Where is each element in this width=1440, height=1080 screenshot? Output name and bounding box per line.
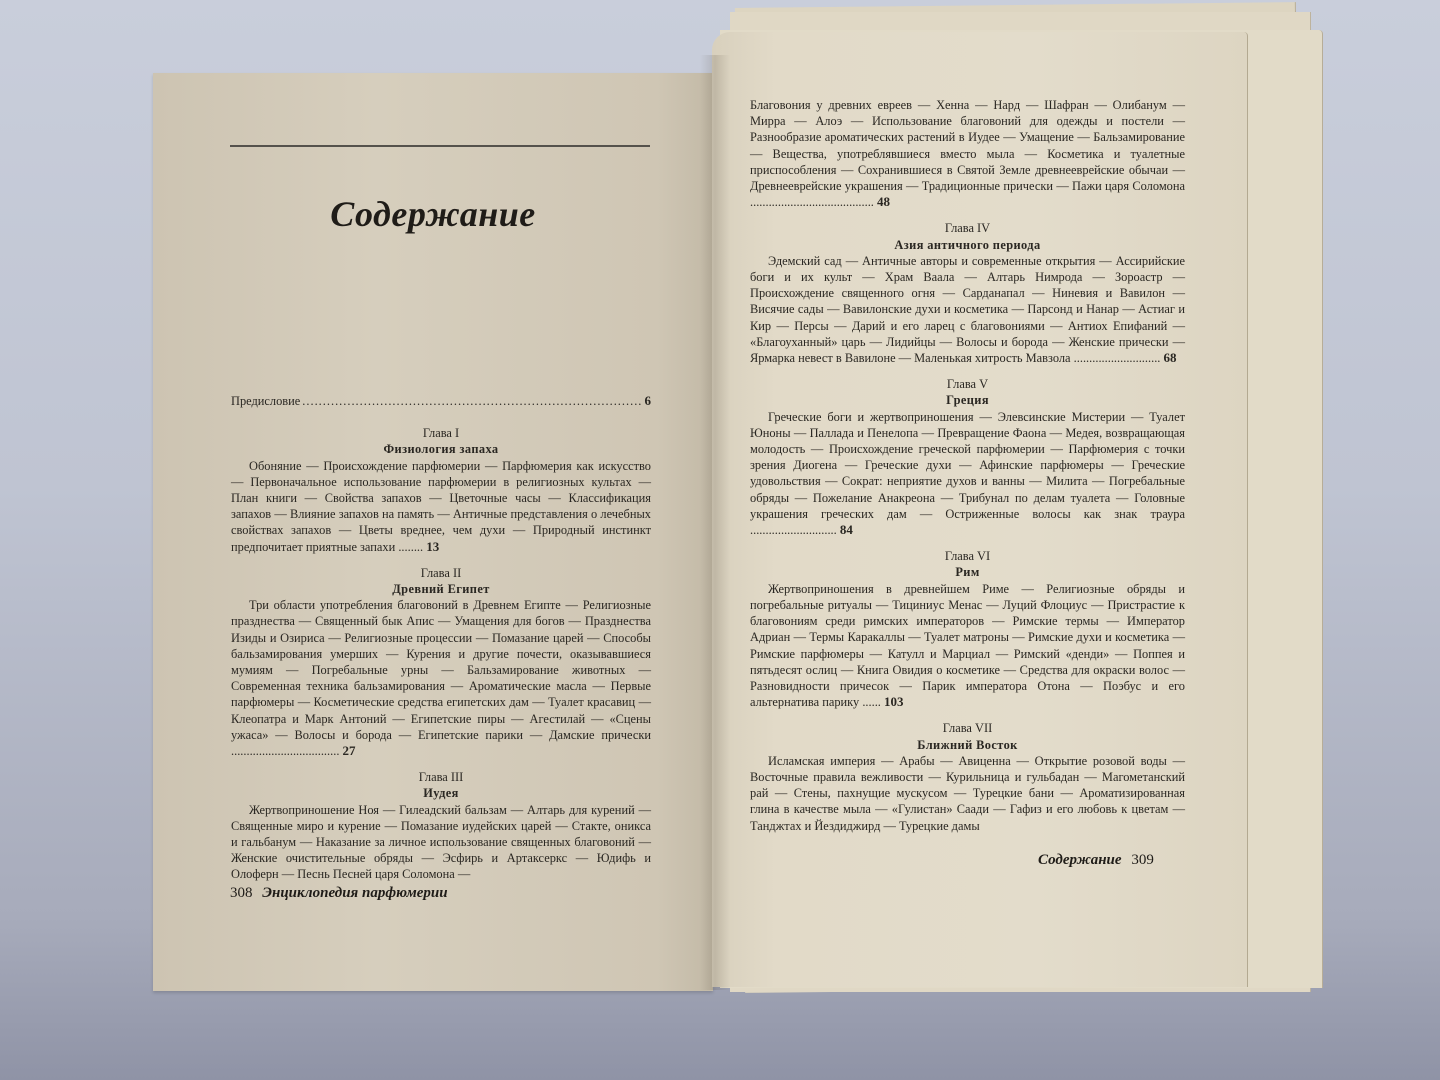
page-number: 103 [884,694,904,710]
header-rule [230,145,650,147]
chapter-title: Греция [946,393,989,408]
topics-text: Благовония у древних евреев — Хенна — Нард — Шафран — Олибанум — Мирра — Алоэ — Использование благовоний для одежды и постели — Разнообразие ароматических растений в Иудее — Умащение — Бальзамирование — Вещества, употреблявшиеся вместо мыла — Косметика и туалетные приспособления — Сохранившиеся в Святой Земле древнееврейские обычаи — Древнееврейские украшения — Традиционные прически — Пажи царя Соломона [750,98,1185,194]
chapter-title: Физиология запаха [383,442,499,457]
page-title: Содержание [330,194,536,234]
chapter-number: Глава IV [944,221,991,236]
page-footer [230,885,454,902]
chapter-topics: Обоняние — Происхождение парфюмерии — Парфюмерия как искусство — Первоначальное использование парфюмерии в религиозных культах — План книги — Свойства запахов — Цветочные часы — Классификация запахов — Влияние запахов на память — Античные представления о лечебных свойствах запахов — Цветы вреднее, чем духи — Природный инстинкт предпочитает приятные запахи ........ 13 [231,458,651,554]
chapter-topics: Эдемский сад — Античные авторы и современные открытия — Ассирийские боги и их культ — Храм Ваала — Алтарь Нимрода — Зороастр — Происхождение священного огня — Сарданапал — Ниневия и Вавилон — Висячие сады — Вавилонские духи и косметика — Парсонд и Нанар — Астиаг и Кир — Персы — Дарий и его ларец с благовониями — Антиох Епифаний — «Благоуханный» царь — Лидийцы — Волосы и борода — Женские прически — Ярмарка невест в Вавилоне — Маленькая хитрость Мавзола ............................ 68 [750,253,1185,366]
page-number: 48 [877,194,891,210]
chapter-number: Глава VI [944,549,991,564]
toc-chapter [750,220,1185,366]
chapter-title: Рим [955,565,980,580]
toc-chapter [231,769,651,882]
chapter-title: Иудея [423,786,459,801]
chapter-number: Глава I [422,426,460,441]
dot-leader [302,393,642,409]
topics-text: Жертвоприношения в древнейшем Риме — Религиозные обряды и погребальные ритуалы — Тициниус Менас — Луций Флоциус — Пристрастие к благовониям среди римских императоров — Римские термы — Император Адриан — Термы Каракаллы — Туалет матроны — Римские духи и косметика — Римские парфюмеры — Катулл и Марциал — Римский «денди» — Поппея и пятьдесят ослиц — Книга Овидия о косметике — Средства для окраски волос — Разновидности причесок — Парик императора Отона — Поэбус и его альтернатива парику [750,581,1185,710]
preface-label: Предисловие [231,394,301,408]
footer-page-number: 308 [230,885,253,901]
topics-text: Греческие боги и жертвоприношения — Элевсинские Мистерии — Туалет Юноны — Паллада и Пенелопа — Превращение Фаона — Медея, возвращающая молодость — Происхождение греческой парфюмерии — Парфюмерия с точки зрения Диогена — Греческие духи — Афинские парфюмеры — Греческие удовольствия — Сократ: неприятие духов и ванны — Милита — Погребальные обряды — Пожелание Анакреона — Трибунал по делам туалета — Головные украшения греческих дам — Остриженные волосы как знак траура [750,409,1185,521]
chapter-number: Глава VII [942,721,993,736]
running-title: Энциклопедия парфюмерии [262,885,448,901]
page-number: 68 [1163,350,1177,366]
topics-text: Три области употребления благовоний в Древнем Египте — Религиозные празднества — Священный бык Апис — Умащения для богов — Празднества Изиды и Озириса — Религиозные процессии — Помазание царей — Способы бальзамирования умерших — Курения и другие почести, оказывавшиеся мумиям — Погребальные урны — Бальзамирование животных — Современная техника бальзамирования — Ароматические масла — Первые парфюмеры — Косметические средства египетских дам — Туалет красавиц — Клеопатра и Марк Антоний — Египетские пиры — Агестилай — «Сцены ужаса» — Волосы и борода — Египетские парики — Дамские прически [231,598,651,742]
chapter-topics: Исламская империя — Арабы — Авиценна — Открытие розовой воды — Восточные правила вежливости — Курильница и гульбадан — Магометанский рай — Стены, пахнущие мускусом — Турецкие бани — Ароматизированная глина в качестве мыла — «Гулистан» Саади — Гафиз и его любовь к цветам — Танджтах и Йездиджирд — Турецкие дамы [750,753,1185,833]
chapter-number: Глава V [946,377,989,392]
page-number: 84 [839,522,853,538]
chapter-title: Древний Египет [392,582,490,597]
chapter-topics: Благовония у древних евреев — Хенна — Нард — Шафран — Олибанум — Мирра — Алоэ — Использование благовоний для одежды и постели — Разнообразие ароматических растений в Иудее — Умащение — Бальзамирование — Вещества, употреблявшиеся вместо мыла — Косметика и туалетные приспособления — Сохранившиеся в Святой Земле древнееврейские обычаи — Древнееврейские украшения — Традиционные прически — Пажи царя Соломона ........................................ 48 [750,98,1185,210]
left-page [153,73,713,991]
chapter-title: Ближний Восток [917,737,1018,752]
toc-chapter-continued [750,97,1185,210]
toc-chapter [750,376,1185,538]
toc-entry-preface [231,393,651,409]
chapter-topics: Греческие боги и жертвоприношения — Элевсинские Мистерии — Туалет Юноны — Паллада и Пенелопа — Превращение Фаона — Медея, возвращающая молодость — Происхождение греческой парфюмерии — Парфюмерия с точки зрения Диогена — Греческие духи — Афинские парфюмеры — Греческие удовольствия — Сократ: неприятие духов и ванны — Милита — Погребальные обряды — Пожелание Анакреона — Трибунал по делам туалета — Головные украшения греческих дам — Остриженные волосы как знак траура ............................ 84 [750,409,1185,538]
chapter-title: Азия античного периода [894,237,1041,252]
toc-right [750,97,1185,844]
page-number: 13 [426,538,440,554]
toc-chapter [231,425,651,555]
footer-page-number: 309 [1131,852,1154,868]
toc-chapter [231,565,651,759]
chapter-topics: Три области употребления благовоний в Древнем Египте — Религиозные празднества — Священный бык Апис — Умащения для богов — Празднества Изиды и Озириса — Религиозные процессии — Помазание царей — Способы бальзамирования умерших — Курения и другие почести, оказывавшиеся мумиям — Погребальные урны — Бальзамирование животных — Современная техника бальзамирования — Ароматические масла — Первые парфюмеры — Косметические средства египетских дам — Туалет красавиц — Клеопатра и Марк Антоний — Египетские пиры — Агестилай — «Сцены ужаса» — Волосы и борода — Египетские парики — Дамские прически ................................... 27 [231,598,651,759]
page-number: 6 [644,393,651,408]
running-title: Содержание [1038,852,1122,868]
chapter-topics: Жертвоприношения в древнейшем Риме — Религиозные обряды и погребальные ритуалы — Тициниус Менас — Луций Флоциус — Пристрастие к благовониям среди римских императоров — Римские термы — Император Адриан — Термы Каракаллы — Туалет матроны — Римские духи и косметика — Римские парфюмеры — Катулл и Марциал — Римский «денди» — Поппея и пятьдесят ослиц — Книга Овидия о косметике — Средства для окраски волос — Разновидности причесок — Парик императора Отона — Поэбус и его альтернатива парику ...... 103 [750,581,1185,710]
chapter-topics: Жертвоприношение Ноя — Гилеадский бальзам — Алтарь для курений — Священные миро и курение — Помазание иудейских царей — Стакте, оникса и гальбанум — Наказание за личное использование священных благовоний — Женские очистительные обряды — Эсфирь и Артаксеркс — Юдифь и Олоферн — Песнь Песней царя Соломона — [231,802,651,882]
toc-chapter [750,720,1185,833]
page-number: 27 [342,743,356,759]
chapter-number: Глава II [420,565,462,580]
toc-left [231,393,651,893]
topics-text: Обоняние — Происхождение парфюмерии — Парфюмерия как искусство — Первоначальное использование парфюмерии в религиозных культах — План книги — Свойства запахов — Цветочные часы — Классификация запахов — Влияние запахов на память — Античные представления о лечебных свойствах запахов — Цветы вреднее, чем духи — Природный инстинкт предпочитает приятные запахи [231,458,651,554]
page-footer [1032,852,1154,869]
book-spine-gutter [700,55,730,990]
toc-chapter [750,548,1185,710]
chapter-number: Глава III [418,770,464,785]
topics-text: Эдемский сад — Античные авторы и современные открытия — Ассирийские боги и их культ — Храм Ваала — Алтарь Нимрода — Зороастр — Происхождение священного огня — Сарданапал — Ниневия и Вавилон — Висячие сады — Вавилонские духи и косметика — Парсонд и Нанар — Астиаг и Кир — Персы — Дарий и его ларец с благовониями — Антиох Епифаний — «Благоуханный» царь — Лидийцы — Волосы и борода — Женские прически — Ярмарка невест в Вавилоне — Маленькая хитрость Мавзола [750,253,1185,366]
right-page [712,32,1248,987]
